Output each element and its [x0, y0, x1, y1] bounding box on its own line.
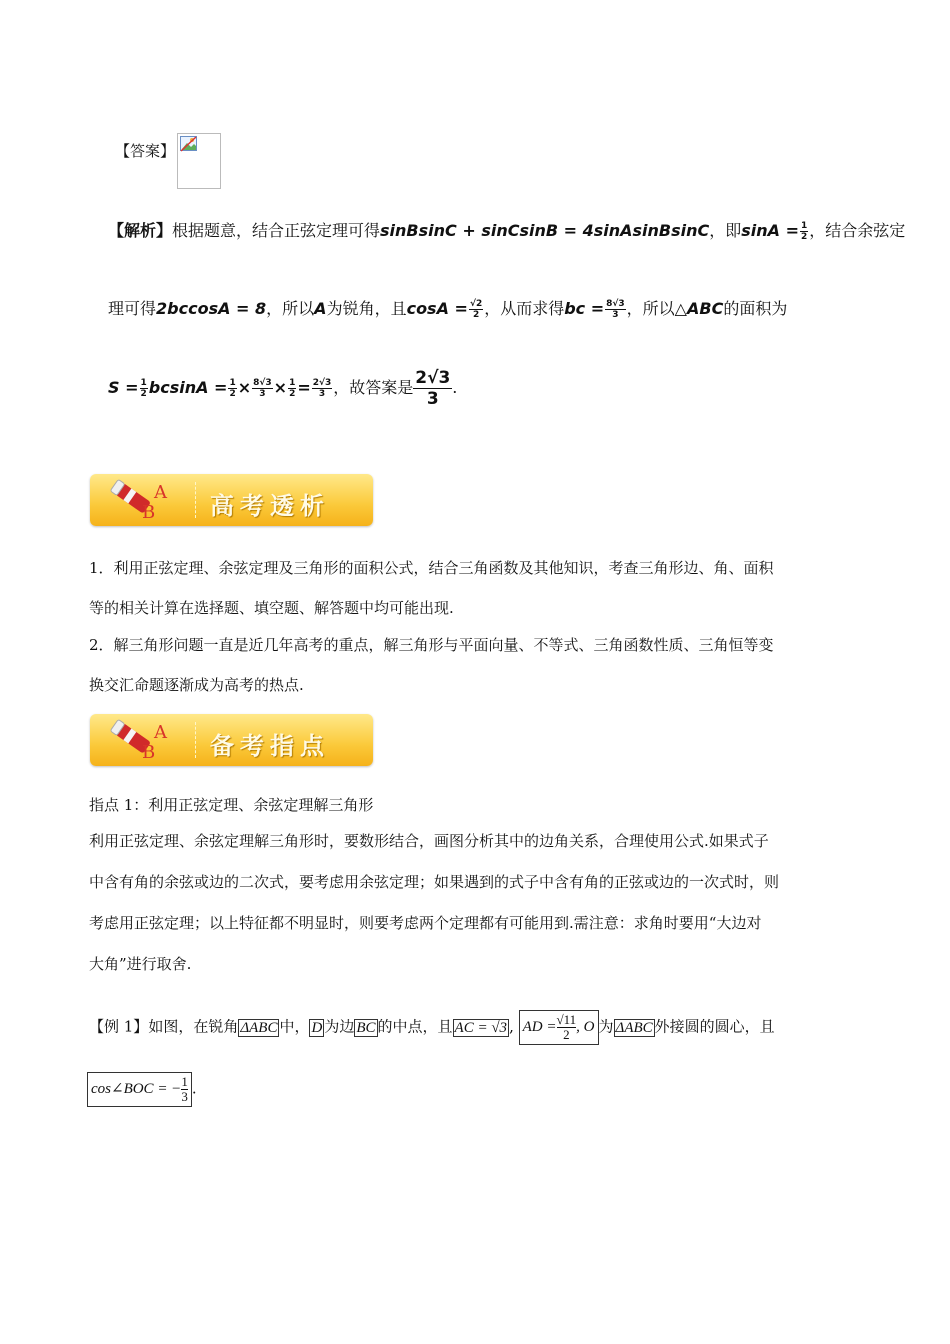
text: ，故答案是: [333, 378, 414, 397]
text: ，即: [709, 221, 742, 240]
example-1: [89, 1010, 775, 1045]
text: 的中点，且: [377, 1017, 453, 1036]
fraction: $\frac{1}{3}$: [181, 1074, 188, 1104]
math: A: [314, 299, 327, 318]
pencil-ab-icon: [100, 476, 190, 526]
times: ×: [237, 378, 252, 397]
pencil-ab-icon: [100, 716, 190, 766]
math: ABC: [686, 299, 724, 318]
example-label: 【例 1】: [89, 1017, 149, 1036]
text: 如图，在锐角: [148, 1017, 239, 1036]
svg-text:A: A: [154, 722, 167, 743]
text: 为边: [324, 1017, 355, 1036]
fraction: $\frac{√11}{2}$: [556, 1012, 577, 1042]
text: 根据题意，结合正弦定理可得: [172, 221, 381, 240]
point-1-line-1: 1．利用正弦定理、余弦定理及三角形的面积公式，结合三角函数及其他知识，考查三角形边、角、面积: [89, 559, 774, 577]
point-2-line-1: 2．解三角形问题一直是近几年高考的重点，解三角形与平面向量、不等式、三角函数性质、三角恒等变: [89, 636, 774, 654]
math-box: AC = √3: [454, 1019, 508, 1036]
fraction: $\frac{√2}{2}$: [469, 299, 483, 320]
times: ×: [273, 378, 288, 397]
math: , O: [576, 1018, 595, 1035]
answer-row: [115, 140, 175, 161]
math-box: ΔABC: [240, 1019, 278, 1036]
tips-line-3: 考虑用正弦定理；以上特征都不明显时，则要考虑两个定理都有可能用到.需注意：求角时要用“大边对: [89, 914, 762, 932]
tips-line-4: 大角”进行取舍.: [89, 955, 192, 973]
svg-text:A: A: [154, 482, 167, 503]
tips-line-2: 中含有角的余弦或边的二次式，要考虑用余弦定理；如果遇到的式子中含有角的正弦或边的一次式时，则: [89, 873, 780, 891]
answer-fraction: $\frac{2√3}{3}$: [415, 368, 451, 409]
broken-image-placeholder: [177, 133, 221, 189]
banner-title: 高考透析: [210, 491, 330, 520]
text: .: [452, 378, 458, 397]
math-box-cos: [87, 1072, 192, 1107]
section-banner-beikao: [90, 714, 373, 766]
equals: =: [297, 378, 311, 397]
math-box-ad: [519, 1010, 599, 1045]
svg-text:B: B: [142, 502, 156, 523]
text: 外接圆的圆心，且: [654, 1017, 775, 1036]
analysis-line-2: [108, 296, 787, 320]
math: 2bccosA = 8: [156, 299, 267, 318]
text: 理可得: [108, 299, 157, 318]
point-2-line-2: 换交汇命题逐渐成为高考的热点.: [89, 676, 304, 694]
fraction: $\frac{1}{2}$: [801, 221, 808, 242]
fraction: $\frac{1}{2}$: [289, 378, 296, 399]
math: sinA =: [741, 221, 800, 240]
math: cos∠BOC = −: [91, 1080, 182, 1097]
math-box: ΔABC: [615, 1019, 653, 1036]
text: ，结合余弦定: [809, 221, 906, 240]
fraction: $\frac{8√3}{3}$: [606, 299, 625, 320]
math-box: BC: [356, 1019, 376, 1036]
analysis-line-1: [108, 218, 905, 242]
math: cosA =: [406, 299, 468, 318]
math: bcsinA =: [148, 378, 228, 397]
math: S =: [108, 378, 139, 397]
tips-line-1: 利用正弦定理、余弦定理解三角形时，要数形结合，画图分析其中的边角关系，合理使用公式.如果式子: [89, 832, 769, 850]
example-1-line-2: [87, 1072, 197, 1107]
answer-label: 【答案】: [115, 142, 176, 160]
text: ,: [509, 1017, 514, 1036]
point-1-line-2: 等的相关计算在选择题、填空题、解答题中均可能出现.: [89, 599, 454, 617]
fraction: $\frac{1}{2}$: [229, 378, 236, 399]
text: .: [191, 1079, 197, 1098]
analysis-line-3: [108, 368, 457, 409]
text: 中，: [279, 1017, 310, 1036]
fraction: $\frac{1}{2}$: [140, 378, 147, 399]
broken-image-icon: [180, 136, 198, 152]
text: ，所以△: [626, 299, 687, 318]
svg-text:B: B: [142, 742, 156, 763]
text: 为锐角，且: [326, 299, 407, 318]
math-box: D: [311, 1019, 323, 1036]
fraction: $\frac{8√3}{3}$: [253, 378, 272, 399]
math: bc =: [564, 299, 605, 318]
text: 为: [598, 1017, 614, 1036]
text: ，从而求得: [484, 299, 565, 318]
text: 的面积为: [723, 299, 788, 318]
analysis-label: 【解析】: [108, 221, 173, 240]
text: ，所以: [266, 299, 315, 318]
fraction: $\frac{2√3}{3}$: [312, 378, 332, 399]
section-banner-gaokao: [90, 474, 373, 526]
math: AD =: [522, 1018, 557, 1035]
banner-title: 备考指点: [210, 731, 330, 760]
tips-heading: 指点 1：利用正弦定理、余弦定理解三角形: [89, 796, 374, 814]
math: sinBsinC + sinCsinB = 4sinAsinBsinC: [380, 221, 710, 240]
